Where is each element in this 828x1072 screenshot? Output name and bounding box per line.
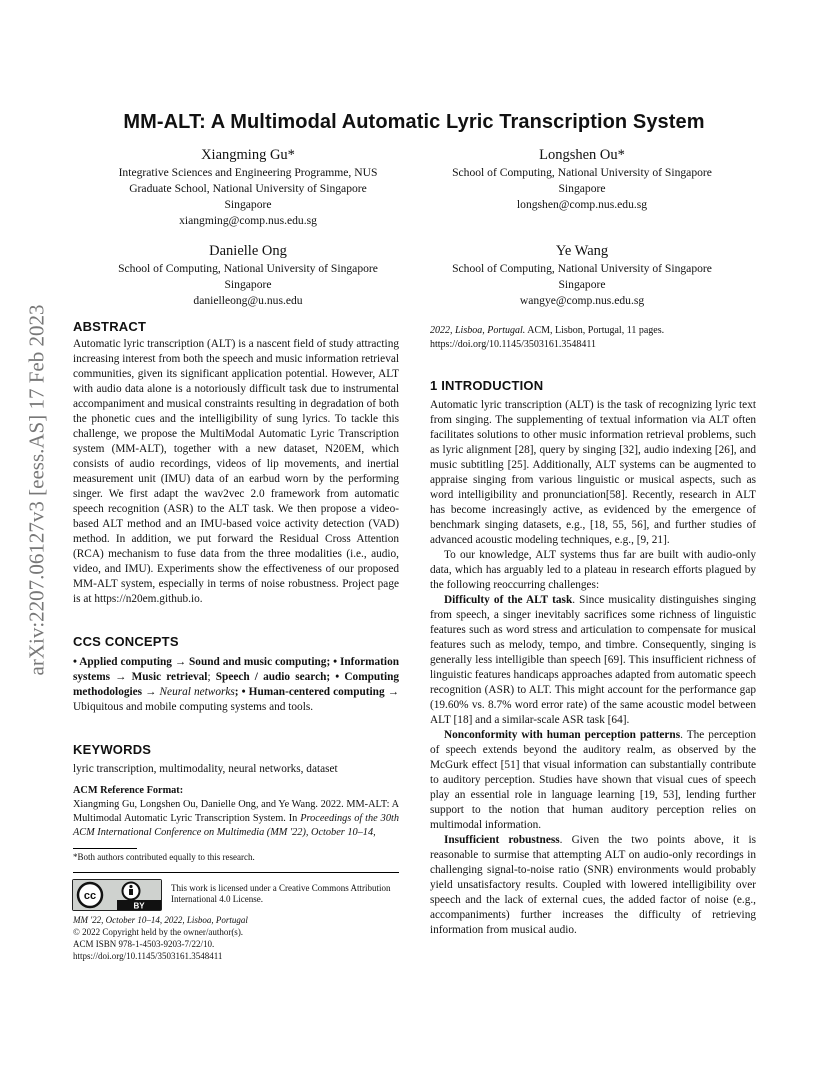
- intro-p3-text: . Since musicality distinguishes singing from speech, a singer inevitably sacrifices some richness of linguistic features such as word stress and articulation to compensate for musical features such as melody, tempo, and timbre. Consequently, singing is generally less intelligible than speech [69]. This insufficient richness of linguistic features handicaps approaches adapted from automatic speech recognition (ASR) to ALT. This might account for the performance gap (19.60% vs. 8.7% word error rate) of the same acoustic model between ALT [18] and a similar-scale ASR task [64].: [430, 594, 756, 726]
- license-text: This work is licensed under a Creative Commons Attribution International 4.0 License.: [171, 883, 391, 904]
- author-block-4: [416, 242, 748, 309]
- arxiv-sidebar: [22, 280, 52, 700]
- abstract-paragraph: Automatic lyric transcription (ALT) is a nascent field of study attracting increasing interest from both the speech and music information retrieval communities, given its significant application potential. However, ALT with audio data alone is a notoriously difficult task due to instrumental accompaniment and musical constraints resulting in degradation of both the phonetic cues and the intelligibility of sung lyrics. To tackle this challenge, we propose the MultiModal Automatic Lyric Transcription system (MM-ALT), together with a new dataset, N20EM, which consists of audio recordings, videos of lip movements, and inertial measurement unit (IMU) data of an earbud worn by the performing singer. We first adapt the wav2vec 2.0 framework from automatic speech recognition (ASR) to the ALT task. We then propose a video-based ALT method and an IMU-based voice activity detection (VAD) method. In addition, we put forward the Residual Cross Attention (RCA) mechanism to fuse data from the three modalities (i.e., audio, video, and IMU). Experiments show the effectiveness of our proposed MM-ALT system, especially in terms of noise robustness. Project page is at https://n20em.github.io.: [73, 338, 399, 605]
- paper-title: MM-ALT: A Multimodal Automatic Lyric Transcription System: [123, 111, 705, 133]
- license-rule: [73, 872, 399, 873]
- ccs-item: ; • Information systems → Music retrieval: [73, 656, 399, 683]
- acm-ref-pages-doi: ACM, Lisbon, Portugal, 11 pages. https://doi.org/10.1145/3503161.3548411: [430, 325, 665, 350]
- intro-body: [430, 398, 756, 938]
- ccs-item: • Applied computing → Sound and music computing: [73, 656, 327, 668]
- ccs-item: Speech / audio search: [215, 671, 327, 683]
- arxiv-id: arXiv:2207.06127v3 [eess.AS] 17 Feb 2023: [24, 304, 49, 676]
- cc-by-badge: [72, 879, 162, 911]
- author-affiliation: Graduate School, National University of Singapore: [129, 182, 367, 195]
- intro-p4-text: . The perception of speech extends beyond the auditory realm, as observed by the McGurk effect [51] that visual information can substantially contribute to auditory perception. Studies have shown that visual cues of speech play an essential role in language learning [19, 53], lending further support to the notion that human auditory perception relies on multimodal information.: [430, 729, 756, 831]
- intro-p5-text: . Given the two points above, it is reasonable to surmise that attempting ALT on audio-only recordings in challenging signal-to-noise ratio (SNR) environments would probably yield unsatisfactory results. Coupled with lowered intelligibility over speech and the lack of external cues, the added factor of noise (e.g., accompaniments) further increases the difficulty of retrieving information from musical audio.: [430, 834, 756, 936]
- intro-paragraph-4: [430, 728, 756, 833]
- keywords-heading: KEYWORDS: [73, 742, 152, 757]
- intro-p5-heading: Insufficient robustness: [444, 834, 560, 846]
- author-country: Singapore: [224, 198, 272, 211]
- ccs-concepts: [73, 655, 399, 715]
- author-country: Singapore: [558, 278, 606, 291]
- author-email: xiangming@comp.nus.edu.sg: [179, 214, 317, 227]
- acm-ref-venue: Proceedings of the 30th ACM International Conference on Multimedia (MM '22), October 10–14,: [73, 813, 399, 838]
- by-text: BY: [133, 901, 145, 910]
- intro-paragraph-5: [430, 833, 756, 938]
- intro-p3-heading: Difficulty of the ALT task: [444, 594, 573, 606]
- pub-isbn: ACM ISBN 978-1-4503-9203-7/22/10.: [73, 939, 215, 949]
- author-affiliation: School of Computing, National University of Singapore: [452, 262, 712, 275]
- author-name: Danielle Ong: [209, 243, 287, 259]
- author-name: Xiangming Gu*: [201, 147, 295, 163]
- intro-paragraph-3: [430, 593, 756, 728]
- cc-license-icon: [73, 880, 161, 910]
- pub-copyright: © 2022 Copyright held by the owner/author(s).: [73, 927, 244, 937]
- author-block-3: [82, 242, 414, 309]
- ccs-item: → Ubiquitous and mobile computing systems and tools.: [73, 686, 399, 713]
- cc-text: cc: [83, 890, 97, 902]
- footnote-rule: [73, 848, 137, 849]
- abstract-heading: ABSTRACT: [73, 319, 147, 334]
- acm-ref-location: 2022, Lisboa, Portugal.: [430, 325, 526, 336]
- acm-ref-continued: [430, 324, 756, 351]
- author-email: danielleong@u.nus.edu: [193, 294, 303, 307]
- acm-ref-heading: ACM Reference Format:: [73, 785, 184, 796]
- author-affiliation: School of Computing, National University of Singapore: [452, 166, 712, 179]
- author-email: longshen@comp.nus.edu.sg: [516, 198, 648, 211]
- intro-p4-heading: Nonconformity with human perception patterns: [444, 729, 681, 741]
- author-affiliation: Integrative Sciences and Engineering Programme, NUS: [118, 166, 378, 179]
- ccs-item: Neural networks: [159, 686, 235, 698]
- pub-doi: https://doi.org/10.1145/3503161.3548411: [73, 951, 223, 961]
- author-affiliation: School of Computing, National University of Singapore: [118, 262, 378, 275]
- keywords-text: lyric transcription, multimodality, neural networks, dataset: [73, 763, 338, 775]
- pub-venue: MM '22, October 10–14, 2022, Lisboa, Portugal: [73, 915, 248, 925]
- abstract-text: [73, 337, 399, 607]
- author-name: Longshen Ou*: [539, 147, 625, 163]
- intro-paragraph-2: To our knowledge, ALT systems thus far are built with audio-only data, which has arguably led to a plateau in research efforts plagued by the following reoccurring challenges:: [430, 549, 756, 591]
- acm-ref-citation: Xiangming Gu, Longshen Ou, Danielle Ong, and Ye Wang. 2022. MM-ALT: A Multimodal Automatic Lyric Transcription System. In: [73, 799, 399, 824]
- footnote: *Both authors contributed equally to this research.: [73, 852, 255, 862]
- author-block-1: [82, 146, 414, 229]
- ccs-item: ; • Human-centered computing: [234, 686, 385, 698]
- intro-paragraph-1: Automatic lyric transcription (ALT) is the task of recognizing lyric text from singing. The supplementing of textual information via ALT often facilitates solutions to other music information retrieval problems, such as lyric alignment [28], query by singing [32], audio indexing [26], and music subtitling [25]. Additionally, ALT systems can be augmented to appraise singing from various linguistic or musical aspects, such as word intelligibility and pronunciation[58]. Recently, research in ALT has become increasingly active, as evidenced by the emergence of benchmark singing datasets, e.g., [18, 55, 56], and further studies of advanced acoustic modeling techniques, e.g., [9, 21].: [430, 399, 756, 546]
- author-country: Singapore: [224, 278, 272, 291]
- author-email: wangye@comp.nus.edu.sg: [519, 294, 645, 307]
- author-block-2: [416, 146, 748, 213]
- ccs-heading: CCS CONCEPTS: [73, 634, 179, 649]
- author-name: Ye Wang: [555, 243, 609, 259]
- ccs-item: ; • Computing methodologies →: [73, 671, 400, 698]
- ccs-sep: ;: [207, 671, 216, 683]
- author-country: Singapore: [558, 182, 606, 195]
- intro-heading: 1 INTRODUCTION: [430, 378, 544, 393]
- acm-ref-text: [73, 798, 399, 840]
